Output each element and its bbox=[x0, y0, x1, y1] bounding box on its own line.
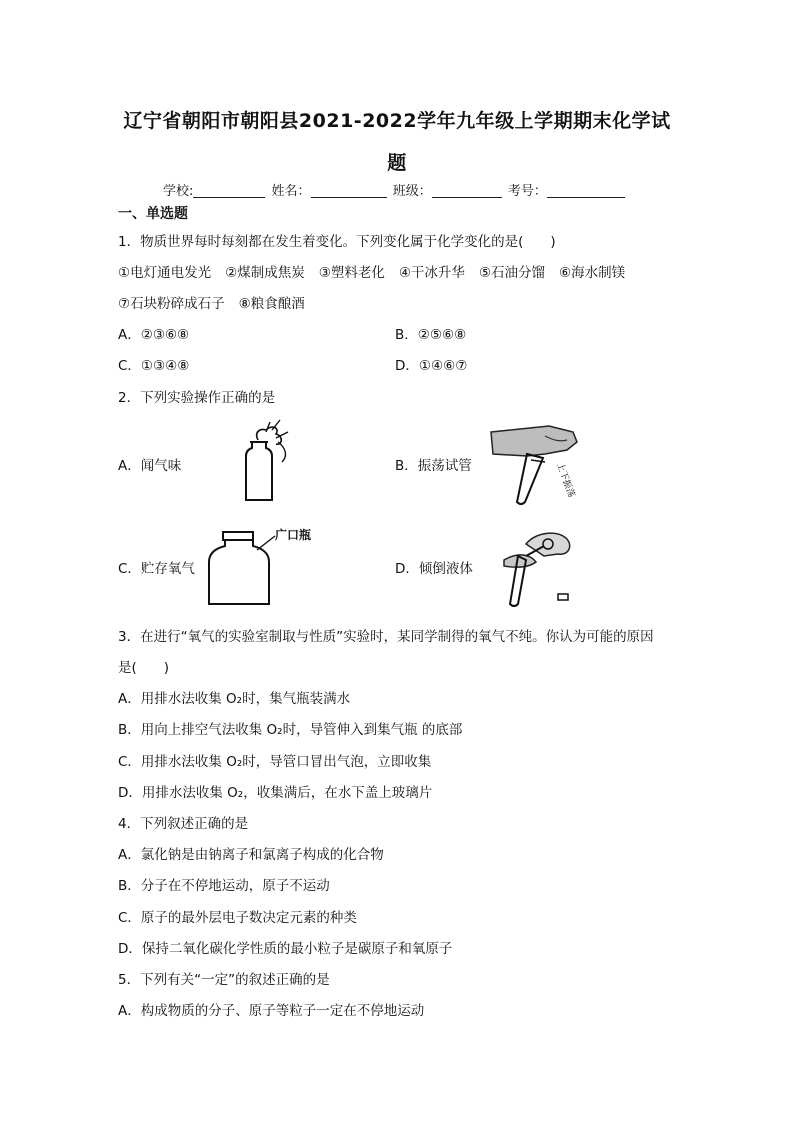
school-label: 学校: bbox=[163, 184, 194, 199]
q3-option-c[interactable]: C．用排水法收集 O₂时，导管口冒出气泡，立即收集 bbox=[118, 754, 432, 770]
q2-option-b[interactable]: B．振荡试管 bbox=[395, 458, 472, 474]
q2-option-a[interactable]: A．闻气味 bbox=[118, 458, 182, 474]
q1-item: ③塑料老化 bbox=[318, 265, 385, 281]
q3-option-b[interactable]: B．用向上排空气法收集 O₂时，导管伸入到集气瓶 的底部 bbox=[118, 722, 463, 738]
q2-option-c[interactable]: C．贮存氧气 bbox=[118, 561, 195, 577]
q3-stem-line1: 3．在进行“氧气的实验室制取与性质”实验时，某同学制得的氧气不纯。你认为可能的原因 bbox=[118, 629, 654, 645]
q1-items-row2 bbox=[118, 292, 319, 312]
q1-stem: 1．物质世界每时每刻都在发生着变化。下列变化属于化学变化的是( ) bbox=[118, 234, 556, 250]
name-label: 姓名： bbox=[271, 184, 311, 199]
q3-option-a[interactable]: A．用排水法收集 O₂时，集气瓶装满水 bbox=[118, 691, 351, 707]
name-blank[interactable] bbox=[311, 183, 387, 198]
class-blank[interactable] bbox=[432, 183, 502, 198]
q1-item: ⑧粮食酿酒 bbox=[238, 296, 305, 312]
q4-option-a[interactable]: A．氯化钠是由钠离子和氯离子构成的化合物 bbox=[118, 847, 384, 863]
q5-stem: 5．下列有关“一定”的叙述正确的是 bbox=[118, 972, 330, 988]
exam-no-blank[interactable] bbox=[547, 183, 625, 198]
q1-option-b[interactable]: B．②⑤⑥⑧ bbox=[395, 327, 467, 343]
section-heading: 一、单选题 bbox=[118, 206, 188, 222]
q3-option-d[interactable]: D．用排水法收集 O₂，收集满后，在水下盖上玻璃片 bbox=[118, 785, 433, 801]
exam-title-line2: 题 bbox=[387, 152, 407, 174]
q5-option-a[interactable]: A．构成物质的分子、原子等粒子一定在不停地运动 bbox=[118, 1003, 425, 1019]
smell-gas-figure bbox=[236, 418, 298, 504]
q2-stem: 2．下列实验操作正确的是 bbox=[118, 390, 276, 406]
q1-items-row1 bbox=[118, 261, 625, 281]
q4-option-c[interactable]: C．原子的最外层电子数决定元素的种类 bbox=[118, 910, 357, 926]
q4-stem: 4．下列叙述正确的是 bbox=[118, 816, 249, 832]
shake-tube-figure bbox=[487, 424, 583, 506]
pour-liquid-figure bbox=[482, 524, 582, 610]
student-info-row bbox=[163, 180, 627, 199]
q1-item: ①电灯通电发光 bbox=[118, 265, 212, 281]
class-label: 班级： bbox=[392, 184, 432, 199]
q1-item: ④干冰升华 bbox=[398, 265, 465, 281]
jar-label: 广口瓶 bbox=[275, 528, 312, 542]
q1-item: ⑤石油分馏 bbox=[478, 265, 546, 281]
q1-option-a[interactable]: A．②③⑥⑧ bbox=[118, 327, 190, 343]
q1-item: ②煤制成焦炭 bbox=[225, 265, 305, 281]
q4-option-b[interactable]: B．分子在不停地运动，原子不运动 bbox=[118, 878, 330, 894]
q2-option-d[interactable]: D．倾倒液体 bbox=[395, 561, 473, 577]
q1-option-d[interactable]: D．①④⑥⑦ bbox=[395, 358, 468, 374]
shake-label: 上下振荡 bbox=[554, 461, 576, 499]
school-blank[interactable] bbox=[193, 183, 265, 198]
q4-option-d[interactable]: D．保持二氧化碳化学性质的最小粒子是碳原子和氧原子 bbox=[118, 941, 453, 957]
exam-no-label: 考号： bbox=[507, 184, 547, 199]
q3-stem-line2: 是( ) bbox=[118, 660, 170, 676]
wide-mouth-jar-figure bbox=[203, 526, 333, 610]
q1-item: ⑦石块粉碎成石子 bbox=[118, 296, 225, 312]
exam-title-line1: 辽宁省朝阳市朝阳县2021-2022学年九年级上学期期末化学试 bbox=[123, 110, 671, 132]
q1-option-c[interactable]: C．①③④⑧ bbox=[118, 358, 190, 374]
q1-item: ⑥海水制镁 bbox=[559, 265, 626, 281]
